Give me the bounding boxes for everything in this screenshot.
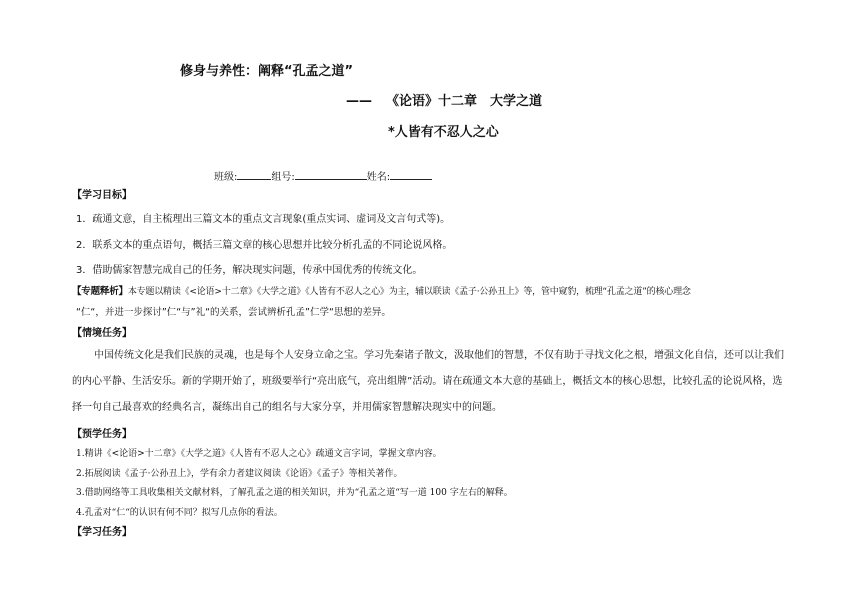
situation-paragraph: 中国传统文化是我们民族的灵魂，也是每个人安身立命之宝。学习先秦诸子散文，汲取他们的智慧，不仅有助于寻找文化之根，增强文化自信，还可以让我们的内心平静、生活安乐。新的学期开始了，班级要举行“亮出底气，亮出组牌”活动。请在疏通文本大意的基础上，概括文本的核心思想，比较孔孟的论说风格，选择一句自己最喜欢的经典名言，凝练出自己的组名与大家分享，并用儒家智慧解决现实中的问题。 — [72, 350, 784, 413]
page-subtitle-secondary: *人皆有不忍人之心 — [388, 125, 499, 140]
name-label: 姓名: — [366, 172, 391, 183]
subtitle-text: 《论语》十二章 大学之道 — [386, 94, 543, 109]
goal-item-3: 3．借助儒家智慧完成自己的任务，解决现实问题，传承中国优秀的传统文化。 — [76, 265, 423, 276]
analysis-line-1 — [72, 283, 691, 297]
tasks-heading: 【学习任务】 — [72, 527, 132, 538]
analysis-line-2: “仁“，并进一步探讨”仁“与”礼“的关系，尝试辨析孔孟”仁学“思想的差异。 — [76, 307, 391, 318]
goals-heading: 【学习目标】 — [72, 190, 132, 201]
preview-item-2: 2.拓展阅读《孟子·公孙丑上》，学有余力者建议阅读《论语》《孟子》等相关著作。 — [76, 469, 403, 479]
preview-heading: 【预学任务】 — [72, 429, 132, 440]
preview-item-4: 4.孔孟对“仁“的认识有何不同？拟写几点你的看法。 — [76, 508, 283, 518]
analysis-text-1: 本专题以精读《<论语>十二章》《大学之道》《人皆有不忍人之心》为主，辅以联读《孟子·公孙丑上》等，管中窥豹，梳理“孔孟之道”的核心理念 — [127, 287, 691, 297]
page-title: 修身与养性：阐释“孔孟之道” — [180, 64, 354, 79]
group-label: 组号: — [271, 172, 295, 183]
subtitle-dash: —— — [346, 94, 372, 109]
class-blank[interactable] — [237, 168, 271, 180]
goal-item-2: 2．联系文本的重点语句，概括三篇文章的核心思想并比较分析孔孟的不同论说风格。 — [76, 240, 453, 251]
analysis-heading: 【专题释析】 — [72, 286, 128, 297]
goal-item-1: 1．疏通文意，自主梳理出三篇文本的重点文言现象(重点实词、虚词及文言句式等)。 — [76, 214, 451, 225]
class-label: 班级: — [214, 172, 238, 183]
page-subtitle — [346, 90, 542, 109]
preview-item-1: 1.精讲《<论语>十二章》《大学之道》《人皆有不忍人之心》疏通文言字词，掌握文章内容。 — [76, 449, 442, 459]
name-blank[interactable] — [390, 168, 432, 180]
group-blank[interactable] — [295, 168, 367, 180]
situation-heading: 【情境任务】 — [72, 328, 132, 339]
preview-item-3: 3.借助网络等工具收集相关文献材料，了解孔孟之道的相关知识，并为“孔孟之道“写一道 100 字左右的解释。 — [76, 488, 513, 498]
student-info-line — [214, 168, 432, 183]
